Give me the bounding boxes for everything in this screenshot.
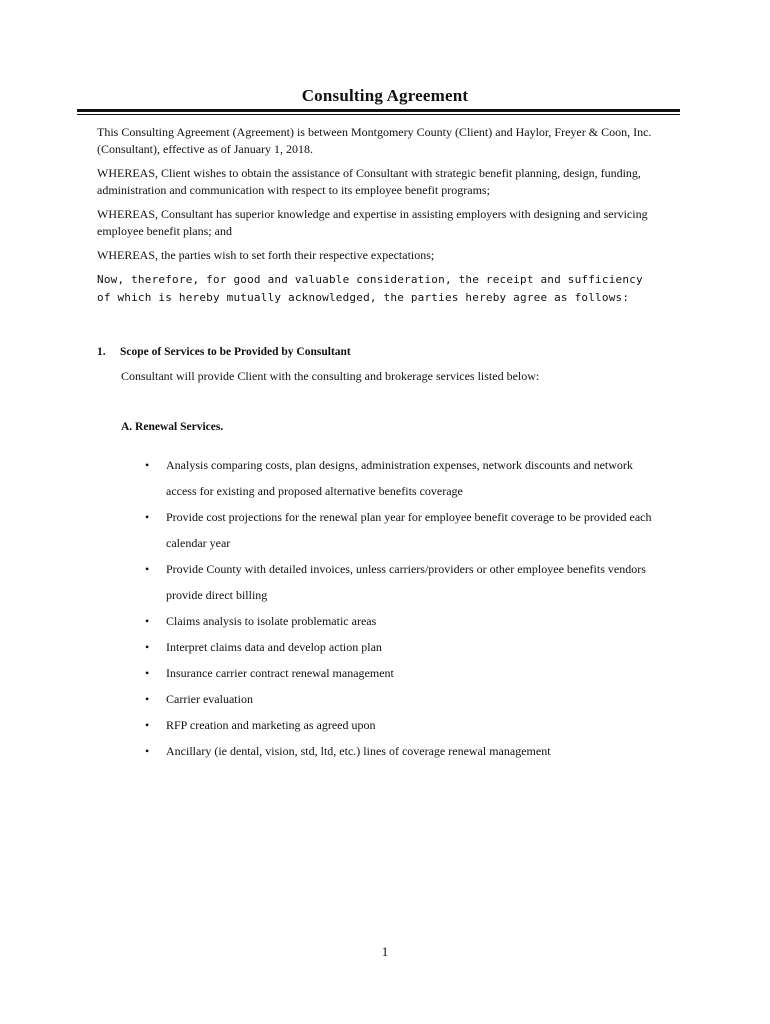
whereas-paragraph-2: WHEREAS, Consultant has superior knowledge and expertise in assisting employers with designing and servicing employee benefit plans; and <box>97 207 648 238</box>
bullet-icon: • <box>145 640 150 654</box>
whereas-paragraph-3: WHEREAS, the parties wish to set forth their respective expectations; <box>97 248 435 262</box>
list-item-text: Ancillary (ie dental, vision, std, ltd, etc.) lines of coverage renewal management <box>166 744 551 758</box>
list-item <box>145 608 665 634</box>
list-item <box>145 556 665 608</box>
document-title: Consulting Agreement <box>301 86 469 105</box>
whereas-paragraph-1: WHEREAS, Client wishes to obtain the assistance of Consultant with strategic benefit planning, design, funding, administration and communication with respect to its employee benefit programs; <box>97 166 641 197</box>
list-item <box>145 738 665 764</box>
bullet-icon: • <box>145 692 150 706</box>
renewal-services-list <box>145 452 665 764</box>
list-item <box>145 634 665 660</box>
list-item-text: RFP creation and marketing as agreed upon <box>166 718 376 732</box>
bullet-icon: • <box>145 744 150 758</box>
page-number: 1 <box>381 944 389 959</box>
list-item-text: Carrier evaluation <box>166 692 253 706</box>
consideration-paragraph: Now, therefore, for good and valuable consideration, the receipt and sufficiency of which is hereby mutually acknowledged, the parties hereby agree as follows: <box>97 273 643 304</box>
bullet-icon: • <box>145 510 150 524</box>
list-item <box>145 660 665 686</box>
bullet-icon: • <box>145 718 150 732</box>
agreement-intro-paragraph: This Consulting Agreement (Agreement) is between Montgomery County (Client) and Haylor, Freyer & Coon, Inc. (Consultant), effective as of January 1, 2018. <box>97 125 652 156</box>
list-item-text: Provide cost projections for the renewal plan year for employee benefit coverage to be provided each calendar year <box>166 510 652 550</box>
list-item <box>145 712 665 738</box>
section-1-intro: Consultant will provide Client with the consulting and brokerage services listed below: <box>121 369 540 383</box>
list-item-text: Insurance carrier contract renewal management <box>166 666 394 680</box>
list-item <box>145 452 665 504</box>
list-item <box>145 686 665 712</box>
section-1-number: 1. <box>97 346 106 358</box>
title-rule-thick <box>77 109 680 112</box>
list-item-text: Provide County with detailed invoices, unless carriers/providers or other employee benefits vendors provide direct billing <box>166 562 646 602</box>
bullet-icon: • <box>145 666 150 680</box>
section-1-title: Scope of Services to be Provided by Consultant <box>120 346 351 358</box>
bullet-icon: • <box>145 458 150 472</box>
renewal-services-heading: A. Renewal Services. <box>121 421 224 433</box>
list-item <box>145 504 665 556</box>
bullet-icon: • <box>145 562 150 576</box>
bullet-icon: • <box>145 614 150 628</box>
list-item-text: Analysis comparing costs, plan designs, administration expenses, network discounts and network access for existing and proposed alternative benefits coverage <box>166 458 633 498</box>
list-item-text: Claims analysis to isolate problematic areas <box>166 614 377 628</box>
section-1-heading <box>97 346 351 358</box>
list-item-text: Interpret claims data and develop action plan <box>166 640 382 654</box>
title-rule-thin <box>77 114 680 115</box>
